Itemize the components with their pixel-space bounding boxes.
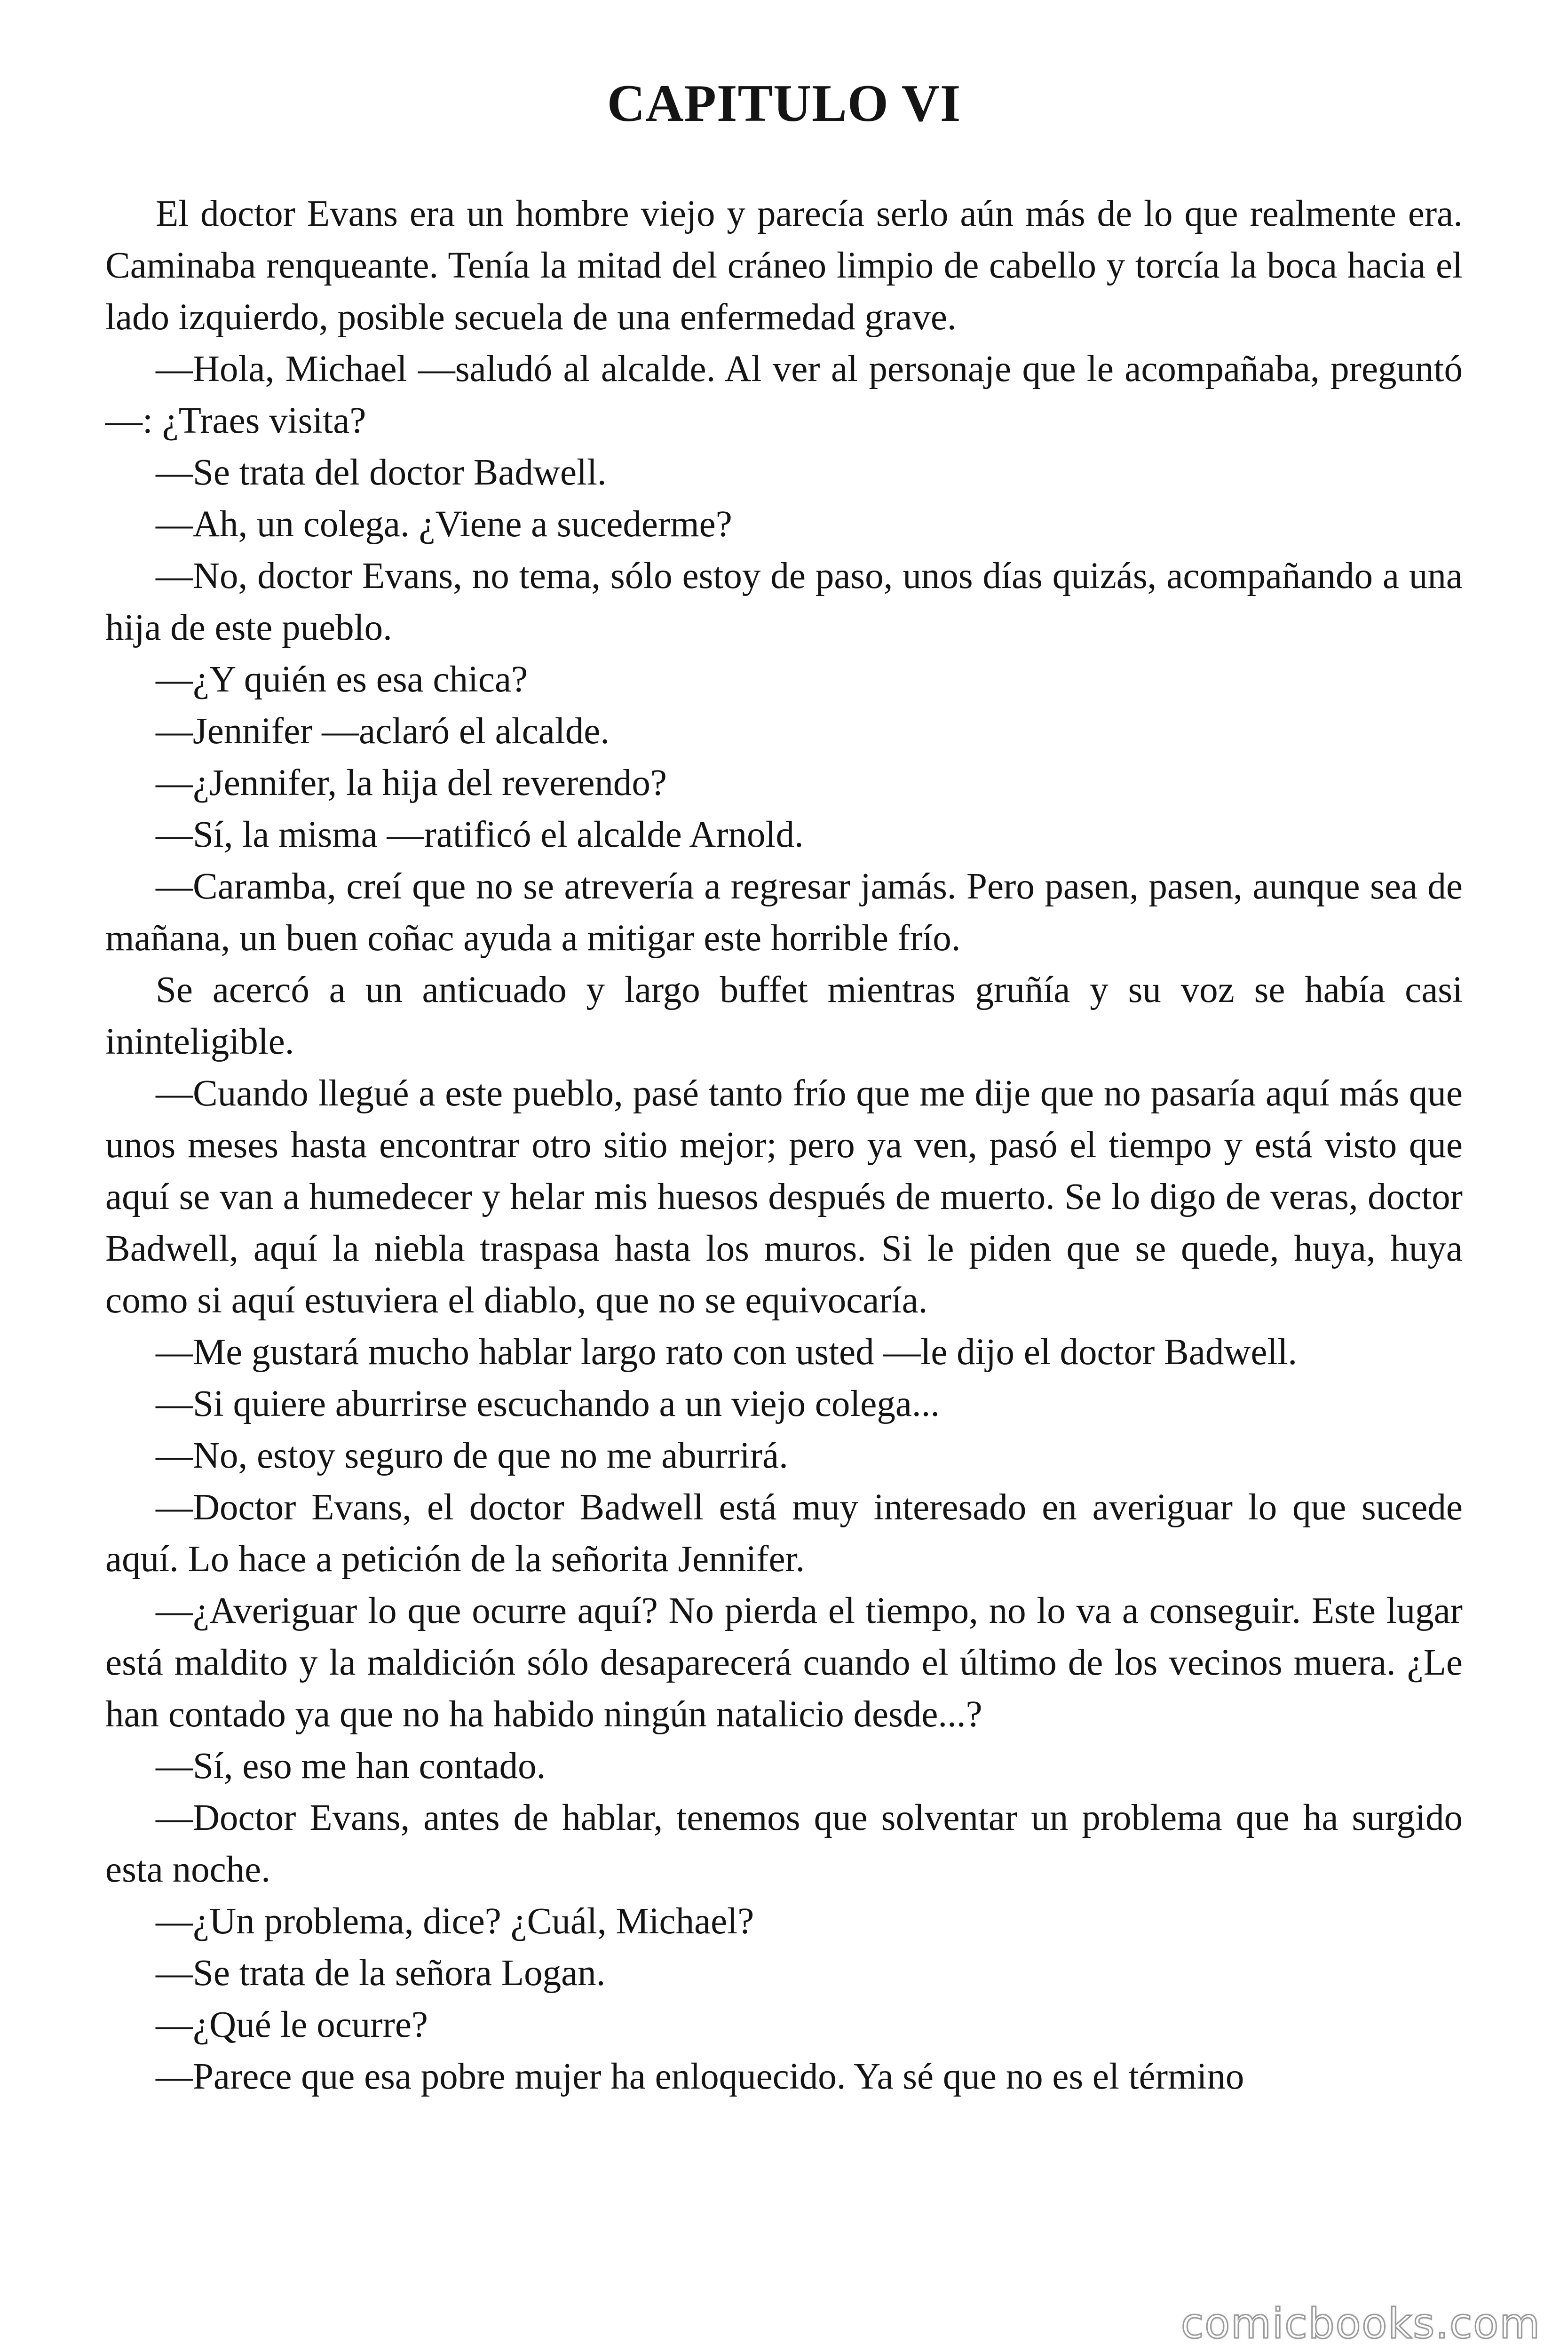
paragraph: —¿Un problema, dice? ¿Cuál, Michael? <box>156 1901 754 1942</box>
paragraph: —Si quiere aburrirse escuchando a un viejo colega... <box>156 1383 940 1424</box>
paragraph: —No, doctor Evans, no tema, sólo estoy de paso, unos días quizás, acompañando a una hija de este pueblo. <box>105 556 1463 648</box>
paragraph: —Se trata de la señora Logan. <box>156 1953 606 1994</box>
paragraph: —Me gustará mucho hablar largo rato con usted —le dijo el doctor Badwell. <box>156 1332 1298 1373</box>
paragraph: —Sí, la misma —ratificó el alcalde Arnold. <box>156 814 804 855</box>
chapter-body <box>105 188 1463 2103</box>
paragraph: —No, estoy seguro de que no me aburrirá. <box>156 1435 788 1476</box>
paragraph: —Cuando llegué a este pueblo, pasé tanto frío que me dije que no pasaría aquí más que unos meses hasta encontrar otro sitio mejor; pero ya ven, pasó el tiempo y está visto que aquí se van a humedecer y helar mis huesos después de muerto. Se lo digo de veras, doctor Badwell, aquí la niebla traspasa hasta los muros. Si le piden que se quede, huya, huya como si aquí estuviera el diablo, que no se equivocaría. <box>105 1073 1463 1321</box>
paragraph: —Jennifer —aclaró el alcalde. <box>156 711 610 752</box>
paragraph: —Sí, eso me han contado. <box>156 1746 546 1787</box>
paragraph: —¿Qué le ocurre? <box>156 2004 428 2045</box>
paragraph: —Se trata del doctor Badwell. <box>156 452 607 493</box>
paragraph: —¿Jennifer, la hija del reverendo? <box>156 763 667 803</box>
paragraph: Se acercó a un anticuado y largo buffet mientras gruñía y su voz se había casi ininteligible. <box>105 969 1463 1062</box>
paragraph: —Ah, un colega. ¿Viene a sucederme? <box>156 504 732 545</box>
paragraph: —Parece que esa pobre mujer ha enloquecido. Ya sé que no es el término <box>156 2056 1244 2097</box>
watermark: comicbooks.com <box>1180 2299 1541 2348</box>
paragraph: —Doctor Evans, el doctor Badwell está muy interesado en averiguar lo que sucede aquí. Lo hace a petición de la señorita Jennifer. <box>105 1487 1463 1580</box>
paragraph: —Doctor Evans, antes de hablar, tenemos que solventar un problema que ha surgido esta noche. <box>105 1797 1463 1890</box>
paragraph: —¿Y quién es esa chica? <box>156 659 528 700</box>
paragraph: —Hola, Michael —saludó al alcalde. Al ver al personaje que le acompañaba, preguntó—: ¿Traes visita? <box>105 349 1463 441</box>
paragraph: —¿Averiguar lo que ocurre aquí? No pierda el tiempo, no lo va a conseguir. Este lugar está maldito y la maldición sólo desaparecerá cuando el último de los vecinos muera. ¿Le han contado ya que no ha habido ningún natalicio desde...? <box>105 1590 1463 1735</box>
chapter-title: CAPITULO VI <box>607 74 961 133</box>
paragraph: El doctor Evans era un hombre viejo y parecía serlo aún más de lo que realmente era. Caminaba renqueante. Tenía la mitad del cráneo limpio de cabello y torcía la boca hacia el lado izquierdo, posible secuela de una enfermedad grave. <box>105 193 1463 338</box>
paragraph: —Caramba, creí que no se atrevería a regresar jamás. Pero pasen, pasen, aunque sea de mañana, un buen coñac ayuda a mitigar este horrible frío. <box>105 866 1463 959</box>
